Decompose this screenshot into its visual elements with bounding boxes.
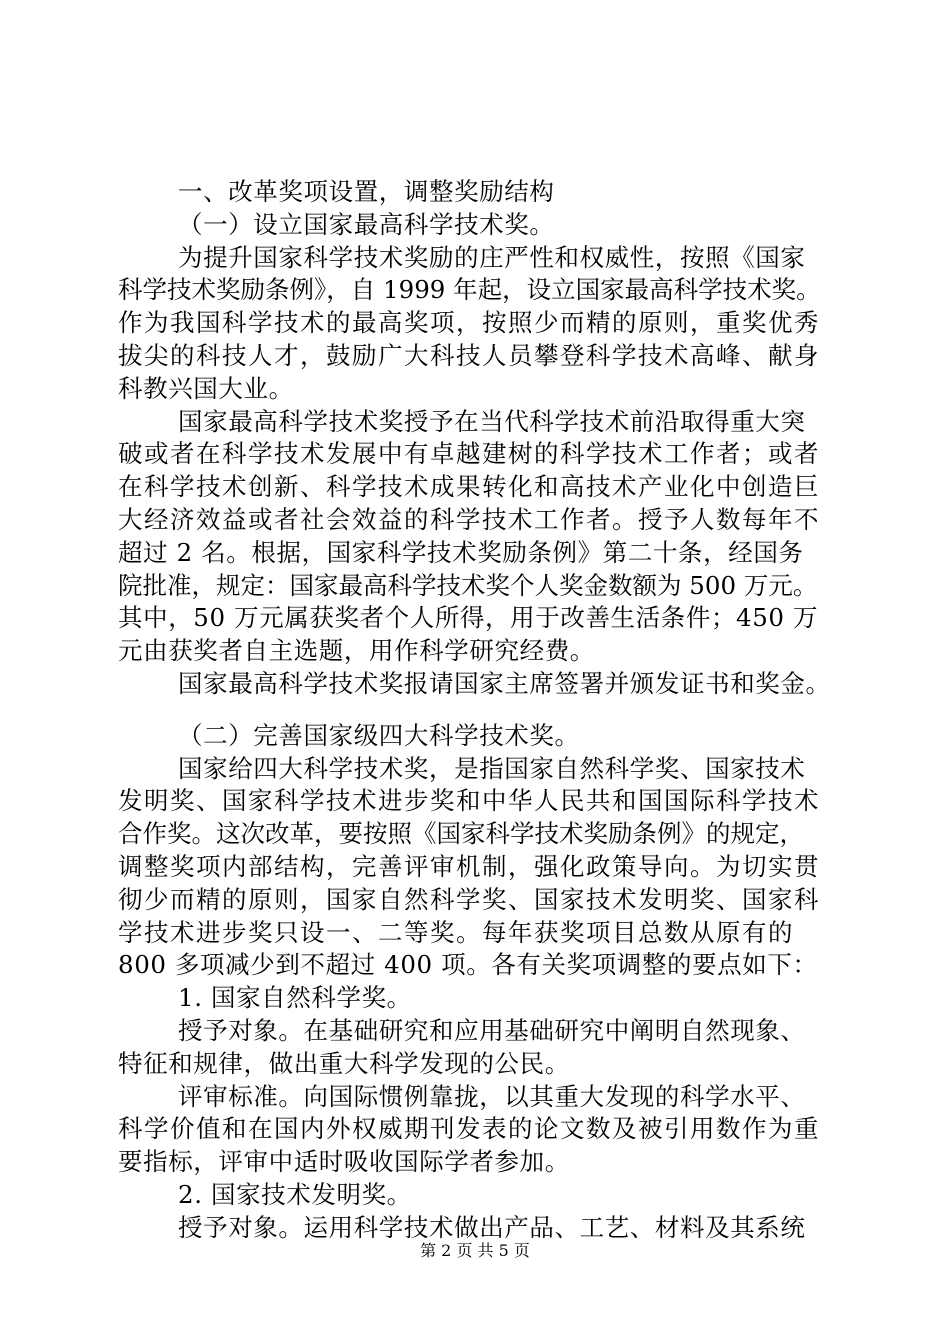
paragraph-spacer	[118, 701, 838, 720]
subsection-heading-2: （二）完善国家级四大科学技术奖。	[178, 720, 580, 750]
page-number-footer: 第 2 页 共 5 页	[420, 1241, 530, 1260]
paragraph-4-line: 彻少而精的原则，国家自然科学奖、国家技术发明奖、国家科	[118, 884, 820, 914]
section-heading: 一、改革奖项设置，调整奖励结构	[178, 177, 555, 206]
paragraph-3-line: 国家最高科学技术奖报请国家主席签署并颁发证书和奖金。	[178, 668, 831, 698]
paragraph-1-line: 科教兴国大业。	[118, 373, 294, 403]
document-body	[118, 176, 838, 1245]
paragraph-1-line: 科学技术奖励条例》，自 1999 年起，设立国家最高科学技术奖。	[118, 275, 821, 305]
item-heading-1: 1. 国家自然科学奖。	[178, 983, 412, 1013]
paragraph-1-line: 拔尖的科技人才，鼓励广大科技人员攀登科学技术高峰、献身	[118, 340, 820, 370]
paragraph-2-line: 在科学技术创新、科学技术成果转化和高技术产业化中创造巨	[118, 472, 820, 502]
paragraph-6-line: 要指标，评审中适时吸收国际学者参加。	[118, 1147, 570, 1177]
subsection-heading-1: （一）设立国家最高科学技术奖。	[178, 209, 555, 239]
paragraph-1-line: 作为我国科学技术的最高奖项，按照少而精的原则，重奖优秀	[118, 308, 820, 338]
paragraph-2-line: 国家最高科学技术奖授予在当代科学技术前沿取得重大突	[178, 406, 806, 436]
paragraph-6-line: 评审标准。向国际惯例靠拢，以其重大发现的科学水平、	[178, 1081, 806, 1111]
paragraph-1-line: 为提升国家科学技术奖励的庄严性和权威性，按照《国家	[178, 242, 806, 272]
paragraph-4-line: 发明奖、国家科学技术进步奖和中华人民共和国国际科学技术	[118, 786, 820, 816]
paragraph-2-line: 其中，50 万元属获奖者个人所得，用于改善生活条件；450 万	[118, 603, 819, 633]
paragraph-4-line: 学技术进步奖只设一、二等奖。每年获奖项目总数从原有的	[118, 917, 794, 947]
paragraph-2-line: 破或者在科学技术发展中有卓越建树的科学技术工作者；或者	[118, 439, 820, 469]
paragraph-6-line: 科学价值和在国内外权威期刊发表的论文数及被引用数作为重	[118, 1114, 820, 1144]
paragraph-5-line: 特征和规律，做出重大科学发现的公民。	[118, 1048, 570, 1078]
paragraph-5-line: 授予对象。在基础研究和应用基础研究中阐明自然现象、	[178, 1015, 806, 1045]
item-heading-2: 2. 国家技术发明奖。	[178, 1179, 412, 1209]
paragraph-2-line: 元由获奖者自主选题，用作科学研究经费。	[118, 636, 595, 666]
paragraph-2-line: 院批准，规定：国家最高科学技术奖个人奖金数额为 500 万元。	[118, 570, 818, 600]
paragraph-7-line: 授予对象。运用科学技术做出产品、工艺、材料及其系统	[178, 1212, 806, 1242]
paragraph-4-line: 调整奖项内部结构，完善评审机制，强化政策导向。为切实贯	[118, 851, 820, 881]
paragraph-2-line: 超过 2 名。根据，国家科学技术奖励条例》第二十条，经国务	[118, 537, 804, 567]
paragraph-4-line: 800 多项减少到不超过 400 项。各有关奖项调整的要点如下：	[118, 950, 818, 980]
paragraph-2-line: 大经济效益或者社会效益的科学技术工作者。授予人数每年不	[118, 504, 820, 534]
paragraph-4-line: 国家给四大科学技术奖，是指国家自然科学奖、国家技术	[178, 753, 806, 783]
paragraph-4-line: 合作奖。这次改革，要按照《国家科学技术奖励条例》的规定，	[118, 819, 804, 849]
